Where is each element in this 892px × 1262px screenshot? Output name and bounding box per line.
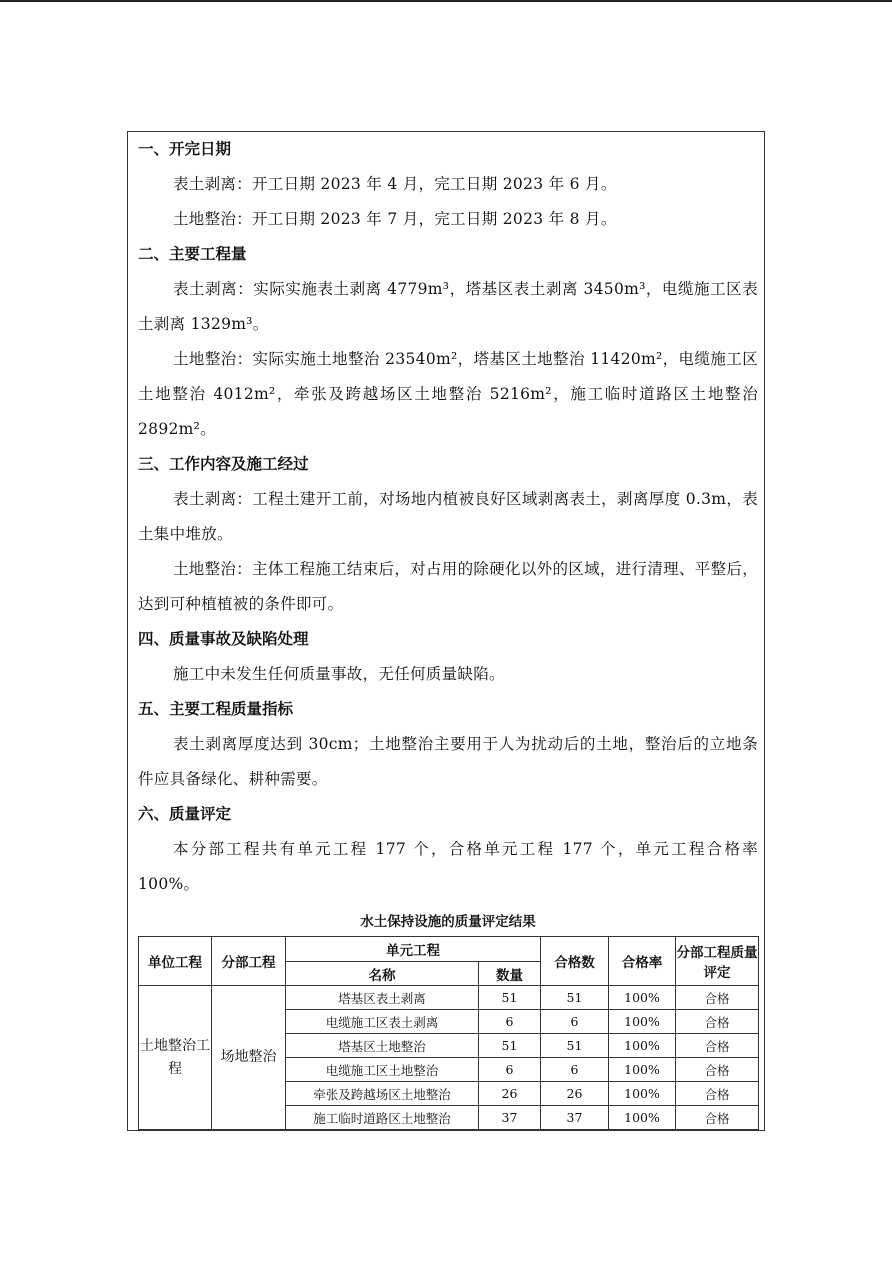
section-heading-dates: 一、开完日期 — [138, 140, 232, 158]
paragraph: 表土剥离：实际实施表土剥离 4779m³，塔基区表土剥离 3450m³，电缆施工区表土剥离 1329m³。 — [138, 280, 758, 333]
paragraph: 土地整治：开工日期 2023 年 7 月，完工日期 2023 年 8 月。 — [173, 210, 617, 228]
page-top-border — [0, 0, 892, 2]
header-sub-quality: 分部工程质量评定 — [676, 937, 759, 986]
table-row — [139, 986, 759, 1010]
paragraph: 表土剥离：开工日期 2023 年 4 月，完工日期 2023 年 6 月。 — [173, 175, 617, 193]
cell-qualified: 51 — [541, 1034, 609, 1058]
header-sub-project: 分部工程 — [212, 937, 286, 986]
section-heading-quality-assessment: 六、质量评定 — [138, 805, 232, 823]
cell-qualified: 37 — [541, 1106, 609, 1130]
cell-count: 6 — [479, 1058, 541, 1082]
cell-result: 合格 — [676, 1010, 759, 1034]
cell-qualified: 6 — [541, 1010, 609, 1034]
cell-result: 合格 — [676, 986, 759, 1010]
cell-rate: 100% — [609, 1058, 676, 1082]
paragraph: 施工中未发生任何质量事故，无任何质量缺陷。 — [173, 665, 505, 683]
section-heading-quantities: 二、主要工程量 — [138, 245, 247, 263]
cell-rate: 100% — [609, 1034, 676, 1058]
paragraph: 本分部工程共有单元工程 177 个，合格单元工程 177 个，单元工程合格率 100%。 — [138, 840, 758, 893]
header-element-project: 单元工程 — [286, 937, 541, 962]
header-unit-project: 单位工程 — [139, 937, 212, 986]
paragraph: 表土剥离厚度达到 30cm；土地整治主要用于人为扰动后的土地，整治后的立地条件应具备绿化、耕种需要。 — [138, 735, 758, 788]
section-heading-quality-indicators: 五、主要工程质量指标 — [138, 700, 294, 718]
paragraph: 土地整治：实际实施土地整治 23540m²，塔基区土地整治 11420m²，电缆施工区土地整治 4012m²，牵张及跨越场区土地整治 5216m²，施工临时道路区土地整治 2892m²。 — [138, 350, 758, 438]
cell-count: 6 — [479, 1010, 541, 1034]
cell-count: 26 — [479, 1082, 541, 1106]
cell-count: 51 — [479, 1034, 541, 1058]
quality-assessment-table — [138, 936, 759, 1130]
header-qualified-count: 合格数 — [541, 937, 609, 986]
cell-qualified: 26 — [541, 1082, 609, 1106]
cell-unit-project: 土地整治工程 — [139, 986, 212, 1130]
header-pass-rate: 合格率 — [609, 937, 676, 986]
cell-name: 电缆施工区表土剥离 — [286, 1010, 479, 1034]
cell-rate: 100% — [609, 1010, 676, 1034]
cell-result: 合格 — [676, 1034, 759, 1058]
cell-result: 合格 — [676, 1106, 759, 1130]
cell-sub-project: 场地整治 — [212, 986, 286, 1130]
document-frame — [127, 131, 765, 1131]
cell-name: 牵张及跨越场区土地整治 — [286, 1082, 479, 1106]
table-title: 水土保持设施的质量评定结果 — [360, 914, 536, 930]
cell-rate: 100% — [609, 1106, 676, 1130]
document-content — [138, 132, 758, 1130]
cell-count: 37 — [479, 1106, 541, 1130]
cell-qualified: 51 — [541, 986, 609, 1010]
section-heading-work-content: 三、工作内容及施工经过 — [138, 455, 309, 473]
paragraph: 表土剥离：工程土建开工前，对场地内植被良好区域剥离表土，剥离厚度 0.3m，表土集中堆放。 — [138, 490, 758, 543]
cell-result: 合格 — [676, 1082, 759, 1106]
cell-qualified: 6 — [541, 1058, 609, 1082]
cell-result: 合格 — [676, 1058, 759, 1082]
paragraph: 土地整治：主体工程施工结束后，对占用的除硬化以外的区域，进行清理、平整后，达到可种植植被的条件即可。 — [138, 560, 758, 613]
cell-name: 塔基区表土剥离 — [286, 986, 479, 1010]
header-count: 数量 — [479, 962, 541, 986]
cell-rate: 100% — [609, 986, 676, 1010]
cell-name: 施工临时道路区土地整治 — [286, 1106, 479, 1130]
cell-rate: 100% — [609, 1082, 676, 1106]
section-heading-defects: 四、质量事故及缺陷处理 — [138, 630, 309, 648]
cell-count: 51 — [479, 986, 541, 1010]
cell-name: 电缆施工区土地整治 — [286, 1058, 479, 1082]
cell-name: 塔基区土地整治 — [286, 1034, 479, 1058]
header-name: 名称 — [286, 962, 479, 986]
